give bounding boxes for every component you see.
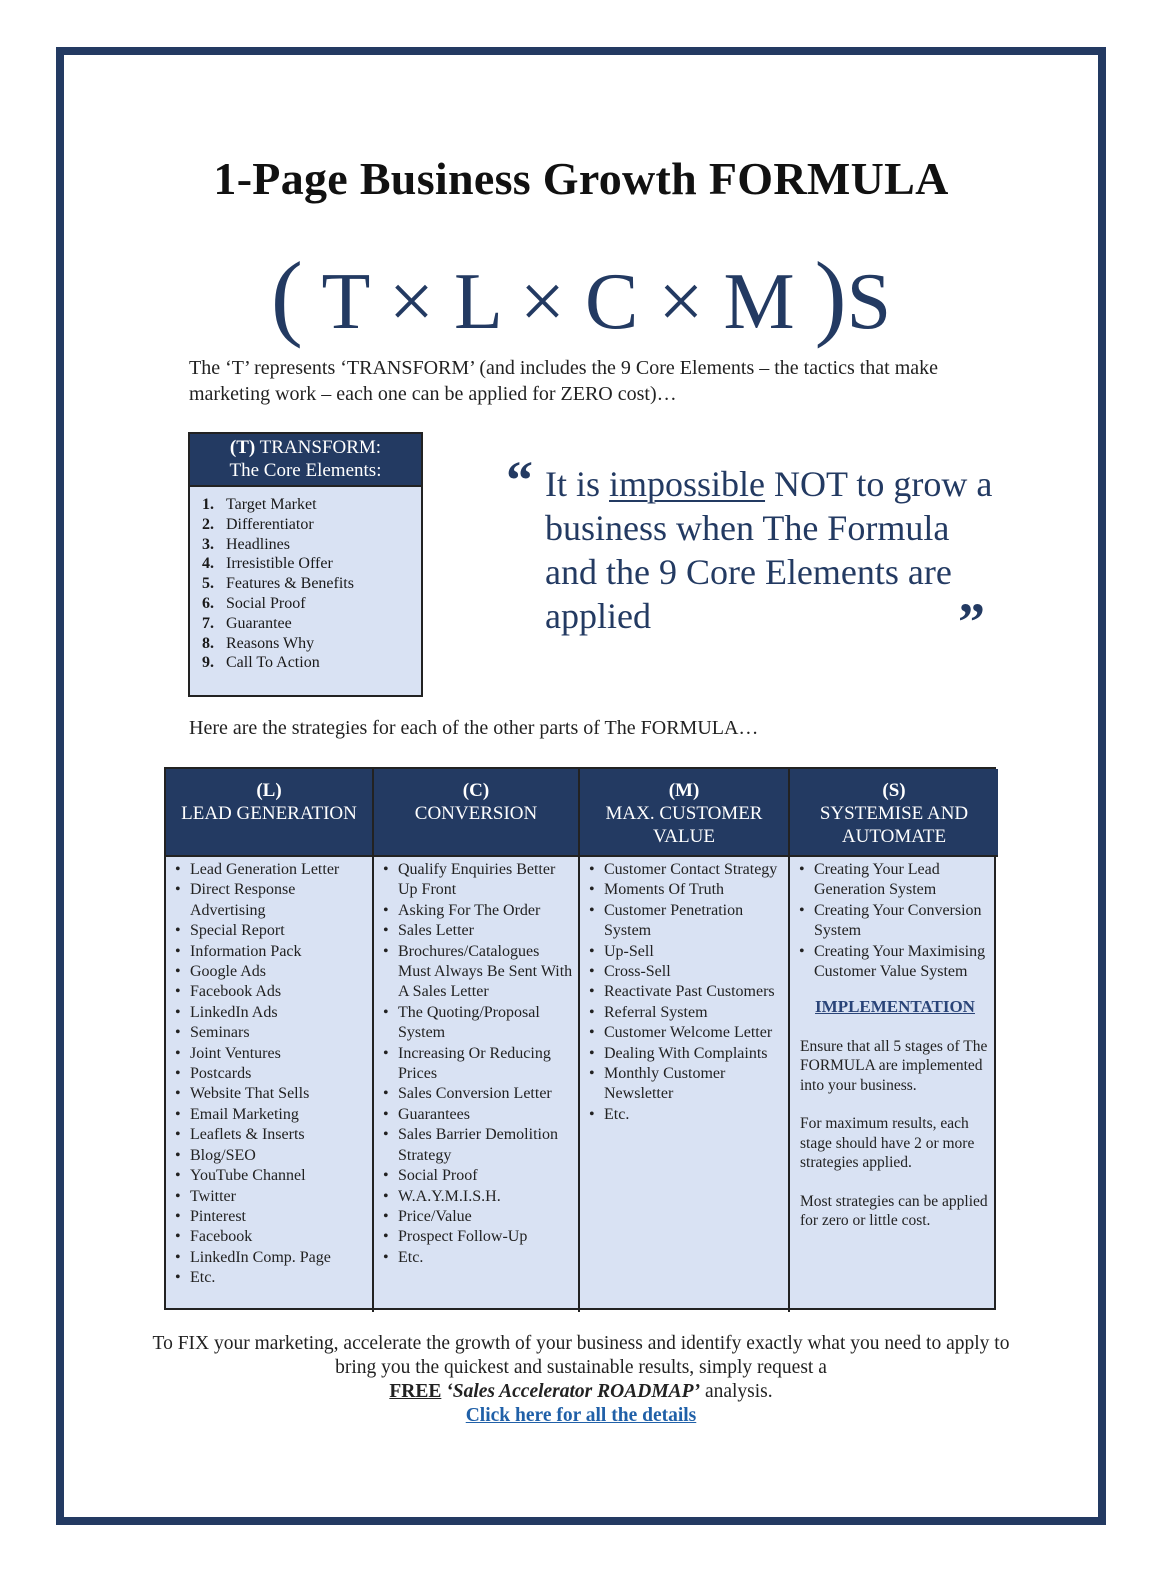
strategy-item: • Pinterest [172,1207,368,1227]
intro-text: The ‘T’ represents ‘TRANSFORM’ (and includes the 9 Core Elements – the tactics that make marketing work – each one can be applied for ZERO cost)… [189,357,939,405]
transform-subtitle: The Core Elements: [229,460,382,481]
strategy-list [172,860,368,1289]
strategy-item: • Customer Welcome Letter [586,1023,784,1043]
pull-quote [506,450,1006,652]
formula-open-paren: ( [270,242,303,349]
strategy-item: • Cross-Sell [586,962,784,982]
strategy-item: • Prospect Follow-Up [380,1227,574,1247]
strategy-item: • Etc. [380,1248,574,1268]
formula-suffix: S [846,258,892,346]
strategy-item: • Etc. [172,1268,368,1288]
transform-box [188,432,423,697]
strategy-item: • Monthly Customer Newsletter [586,1064,784,1105]
strategy-item: • Customer Contact Strategy [586,860,784,880]
strategy-item: • Seminars [172,1023,368,1043]
implementation-notes [796,1037,994,1231]
strategy-item: • Customer Penetration System [586,901,784,942]
open-quote-mark: “ [506,450,533,510]
core-element-label: Call To Action [226,654,320,672]
quote-post: NOT to grow a business when The Formula and the 9 Core Elements are applied [545,464,993,636]
quote-emphasis: impossible [609,464,766,504]
implementation-paragraph: Most strategies can be applied for zero or little cost. [800,1192,988,1230]
column-cell-conversion [374,857,580,1312]
core-element-number: 9. [202,654,214,672]
column-header-lead [166,769,374,857]
strategy-item: • Facebook [172,1227,368,1247]
footer-roadmap: ‘Sales Accelerator ROADMAP’ [446,1381,701,1402]
formula [0,240,1162,351]
strategy-item: • Lead Generation Letter [172,860,368,880]
column-letter: (S) [882,780,906,801]
column-letter: (C) [462,780,490,801]
core-element-label: Headlines [226,535,290,553]
strategy-item: • Up-Sell [586,942,784,962]
strategy-item: • The Quoting/Proposal System [380,1003,574,1044]
strategy-item: • Price/Value [380,1207,574,1227]
core-element-number: 6. [202,594,214,612]
core-element-item [202,653,421,673]
strategy-item: • Dealing With Complaints [586,1044,784,1064]
column-title: LEAD GENERATION [181,803,357,824]
core-element-label: Irresistible Offer [226,555,333,573]
strategy-item: • Social Proof [380,1166,574,1186]
column-cell-max-value [580,857,790,1312]
strategy-item: • Sales Letter [380,921,574,941]
strategy-item: • Reactivate Past Customers [586,982,784,1002]
footer-text: To FIX your marketing, accelerate the growth of your business and identify exactly what you need to apply to bring you the quickest and sustainable results, simply request a [152,1333,1010,1378]
strategy-item: • Postcards [172,1064,368,1084]
core-element-label: Target Market [226,496,317,513]
strategy-item: • Google Ads [172,962,368,982]
page-title: 1-Page Business Growth FORMULA [213,153,949,204]
strategies-table [164,767,996,1310]
strategy-item: • W.A.Y.M.I.S.H. [380,1187,574,1207]
column-title: SYSTEMISE AND AUTOMATE [819,803,969,847]
footer-free: FREE [389,1381,442,1402]
core-element-item [202,634,421,654]
implementation-paragraph: For maximum results, each stage should have 2 or more strategies applied. [800,1115,975,1172]
footer-cta [150,1332,1012,1428]
strategy-item: • Asking For The Order [380,901,574,921]
strategy-item: • Increasing Or Reducing Prices [380,1044,574,1085]
strategy-item: • Sales Conversion Letter [380,1084,574,1104]
formula-body: T × L × C × M [321,258,795,346]
strategy-item: • Sales Barrier Demolition Strategy [380,1125,574,1166]
strategy-item: • Qualify Enquiries Better Up Front [380,860,574,901]
strategy-item: • LinkedIn Ads [172,1003,368,1023]
strategy-list [796,860,994,982]
column-header-max-value [580,769,790,857]
core-element-item [202,535,421,555]
footer-analysis: analysis. [700,1381,773,1402]
core-element-number: 1. [202,496,214,513]
core-elements-list [190,495,421,673]
quote-text [506,462,1006,638]
formula-close-paren: ) [814,242,847,349]
strategy-item: • Creating Your Lead Generation System [796,860,994,901]
core-element-item [202,515,421,535]
core-element-label: Differentiator [226,515,314,533]
column-header-systemise [790,769,998,857]
strategy-item: • Information Pack [172,942,368,962]
strategy-item: • Brochures/Catalogues Must Always Be Sent With A Sales Letter [380,942,574,1003]
transform-letter: (T) [229,437,256,458]
strategies-intro: Here are the strategies for each of the other parts of The FORMULA… [189,717,759,739]
strategy-item: • Referral System [586,1003,784,1023]
column-letter: (M) [668,780,700,801]
transform-box-header [190,434,421,487]
strategy-item: • Blog/SEO [172,1146,368,1166]
core-element-item [202,594,421,614]
column-cell-lead [166,857,374,1312]
column-header-conversion [374,769,580,857]
core-element-item [202,574,421,594]
column-cell-systemise [790,857,998,1312]
core-element-label: Features & Benefits [226,575,354,593]
strategy-item: • Special Report [172,921,368,941]
details-link[interactable]: Click here for all the details [465,1405,697,1426]
core-element-number: 8. [202,634,214,652]
implementation-title: IMPLEMENTATION [815,997,975,1017]
strategy-item: • Direct Response Advertising [172,880,368,921]
core-element-label: Reasons Why [226,634,315,652]
core-element-number: 4. [202,555,214,573]
strategy-item: • LinkedIn Comp. Page [172,1248,368,1268]
core-element-label: Guarantee [226,614,292,632]
strategy-item: • Joint Ventures [172,1044,368,1064]
core-element-number: 2. [202,515,214,533]
core-element-item [202,495,421,515]
close-quote-mark: ” [958,592,985,652]
implementation-paragraph: Ensure that all 5 stages of The FORMULA are implemented into your business. [800,1037,988,1094]
strategy-item: • Website That Sells [172,1084,368,1104]
strategy-list [586,860,784,1125]
core-element-number: 5. [202,575,214,593]
column-letter: (L) [256,780,282,801]
core-element-number: 3. [202,535,214,553]
quote-pre: It is [545,464,610,504]
column-title: CONVERSION [414,803,538,824]
strategy-item: • YouTube Channel [172,1166,368,1186]
strategy-item: • Creating Your Maximising Customer Value System [796,942,994,983]
core-element-item [202,554,421,574]
strategy-item: • Moments Of Truth [586,880,784,900]
column-title: MAX. CUSTOMER VALUE [605,803,763,847]
strategy-item: • Twitter [172,1187,368,1207]
strategy-item: • Creating Your Conversion System [796,901,994,942]
strategy-item: • Etc. [586,1105,784,1125]
core-element-number: 7. [202,614,214,632]
strategy-item: • Facebook Ads [172,982,368,1002]
core-element-item [202,614,421,634]
strategy-item: • Leaflets & Inserts [172,1125,368,1145]
strategy-list [380,860,574,1268]
strategy-item: • Guarantees [380,1105,574,1125]
transform-title: TRANSFORM: [259,437,382,458]
core-element-label: Social Proof [226,594,306,612]
strategy-item: • Email Marketing [172,1105,368,1125]
